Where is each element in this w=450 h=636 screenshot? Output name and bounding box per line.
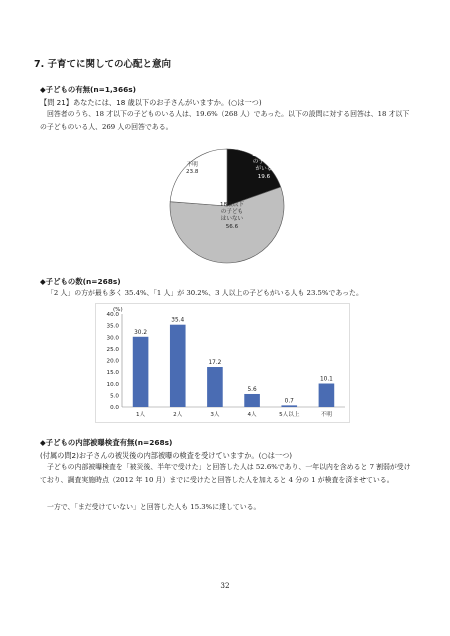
- y-tick-label: 40.0: [106, 312, 119, 318]
- x-category-label: 不明: [320, 412, 333, 418]
- pie-value-label: 23.8: [186, 169, 199, 176]
- block3-paragraph2: 一方で、「まだ受けていない」と回答した人も 15.3%に達している。: [47, 503, 261, 511]
- pie-label-line: 不明: [186, 162, 198, 168]
- pie-label-line: の子ども: [252, 159, 276, 166]
- bar-value-label: 35.4: [171, 317, 185, 324]
- block3-paragraph1: 子どもの内部被曝検査を「被災後、半年で受けた」と回答した人は 52.6%であり、一年以内を含めると 7 割弱が受けており、調査実施時点（2012 年 10 月）までに受けたと回答した人を加えると 4 分の 1 が検査を済ませている。: [40, 463, 411, 484]
- bar-value-label: 5.6: [247, 386, 257, 393]
- pie-label-line: 18歳以下: [220, 202, 244, 208]
- block3-heading: ◆子どもの内部被曝検査有無(n=268s): [40, 438, 173, 447]
- pie-slice-has-children-label: [252, 152, 276, 181]
- bar: [244, 394, 260, 407]
- bar: [207, 367, 223, 407]
- block1-paragraph: 回答者のうち、18 才以下の子どものいる人は、19.6%（268 人）であった。以下の設問に対する回答は、18 才以下の子どものいる人、269 人の回答である。: [40, 110, 410, 131]
- y-tick-label: 25.0: [106, 346, 119, 353]
- pie-slice-no-children-label: [220, 202, 244, 231]
- y-tick-label: 5.0: [110, 393, 119, 400]
- section-title: 7. 子育てに関しての心配と意向: [34, 59, 172, 70]
- bar-value-label: 10.1: [319, 376, 333, 383]
- bar: [281, 405, 297, 407]
- x-category-label: 1人: [136, 412, 146, 418]
- y-axis-unit: (%): [113, 307, 123, 313]
- pie-label-line: はいない: [220, 216, 244, 223]
- y-tick-label: 20.0: [106, 358, 119, 365]
- bar: [319, 384, 335, 407]
- x-category-label: 5人以上: [279, 412, 300, 418]
- bar-value-label: 0.7: [284, 398, 294, 405]
- y-tick-label: 0.0: [110, 405, 119, 411]
- pie-slice-unknown-label: [186, 162, 198, 176]
- bar: [133, 337, 149, 407]
- bar-value-label: 17.2: [208, 360, 222, 367]
- pie-label-line: の子ども: [220, 209, 244, 216]
- x-category-label: 3人: [210, 412, 220, 418]
- block2-heading: ◆子どもの数(n=268s): [40, 277, 121, 286]
- bar-value-label: 30.2: [134, 329, 148, 336]
- y-tick-label: 10.0: [106, 381, 119, 388]
- pie-label-line: 18歳以下: [252, 152, 276, 158]
- pie-slice-unknown: [170, 149, 227, 206]
- pie-label-line: がいる: [255, 166, 273, 173]
- block1-heading: ◆子どもの有無(n=1,366s): [40, 85, 137, 94]
- pie-value-label: 19.6: [257, 173, 271, 180]
- bar-chart: [95, 303, 350, 423]
- block3-question: (付属の問2)お子さんの被災後の内部被曝の検査を受けていますか。(○は一つ): [40, 451, 293, 460]
- pie-value-label: 56.6: [225, 223, 239, 230]
- bar: [170, 325, 186, 407]
- bar-svg: [95, 303, 350, 423]
- y-tick-label: 35.0: [106, 323, 119, 330]
- y-tick-label: 30.0: [106, 335, 119, 342]
- x-category-label: 2人: [173, 412, 183, 418]
- x-category-label: 4人: [247, 412, 257, 418]
- page-number: 32: [220, 581, 230, 590]
- y-tick-label: 15.0: [106, 370, 119, 377]
- block1-question: 【問 21】あなたには、18 歳以下のお子さんがいますか。(○は一つ): [40, 98, 262, 107]
- block2-paragraph: 「2 人」の方が最も多く 35.4%、「1 人」が 30.2%、3 人以上の子どもがいる人も 23.5%であった。: [47, 289, 363, 297]
